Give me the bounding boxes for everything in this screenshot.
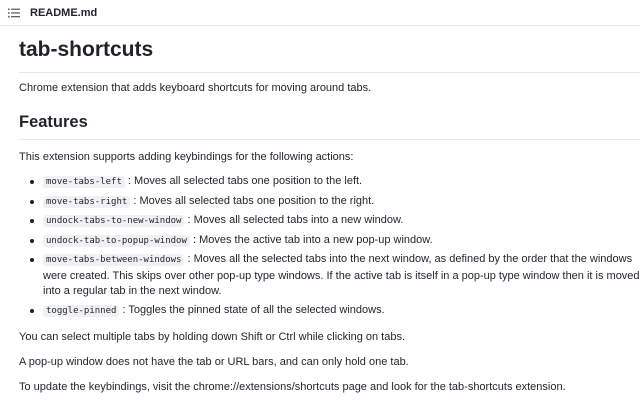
paragraph-update: To update the keybindings, visit the chrome://extensions/shortcuts page and look for the tab-shortcuts extension. bbox=[19, 381, 566, 393]
file-header bbox=[0, 0, 640, 26]
features-list bbox=[19, 174, 640, 319]
feature-code: undock-tab-to-popup-window bbox=[43, 235, 190, 247]
feature-text: : Toggles the pinned state of all the selected windows. bbox=[122, 303, 385, 316]
feature-item bbox=[43, 194, 640, 211]
feature-item bbox=[43, 233, 640, 250]
features-intro: This extension supports adding keybindings for the following actions: bbox=[19, 151, 354, 163]
readme-description: Chrome extension that adds keyboard shortcuts for moving around tabs. bbox=[19, 82, 372, 94]
paragraph-popup: A pop-up window does not have the tab or URL bars, and can only hold one tab. bbox=[19, 356, 409, 368]
file-name: README.md bbox=[30, 7, 98, 19]
feature-item bbox=[43, 213, 640, 230]
feature-text: : Moves all selected tabs one position to the left. bbox=[127, 175, 363, 187]
feature-code: move-tabs-between-windows bbox=[43, 254, 184, 266]
feature-text: : Moves all selected tabs into a new window. bbox=[187, 214, 404, 226]
feature-item bbox=[43, 303, 640, 320]
features-heading: Features bbox=[19, 111, 640, 140]
bullet bbox=[30, 180, 34, 184]
list-icon[interactable] bbox=[8, 7, 20, 19]
feature-item bbox=[43, 252, 640, 300]
bullet bbox=[30, 309, 34, 313]
readme-title: tab-shortcuts bbox=[19, 30, 640, 73]
bullet bbox=[30, 258, 34, 262]
readme-content bbox=[19, 30, 640, 394]
feature-item bbox=[43, 174, 640, 191]
feature-code: undock-tabs-to-new-window bbox=[43, 215, 184, 227]
feature-text: : Moves all the selected tabs into the next window, as defined by the order that the windows were created. This skips over other pop-up type windows. If the active tab is itself in a pop-up type window then it is moved into a regular tab in the next window. bbox=[43, 253, 640, 297]
feature-text: : Moves all selected tabs one position to the right. bbox=[133, 194, 375, 207]
feature-code: move-tabs-left bbox=[43, 176, 125, 188]
feature-code: toggle-pinned bbox=[43, 305, 119, 317]
feature-code: move-tabs-right bbox=[43, 196, 130, 208]
bullet bbox=[30, 239, 34, 243]
bullet bbox=[30, 219, 34, 223]
bullet bbox=[30, 200, 34, 204]
feature-text: : Moves the active tab into a new pop-up window. bbox=[192, 233, 433, 246]
paragraph-multiselect: You can select multiple tabs by holding down Shift or Ctrl while clicking on tabs. bbox=[19, 331, 406, 343]
